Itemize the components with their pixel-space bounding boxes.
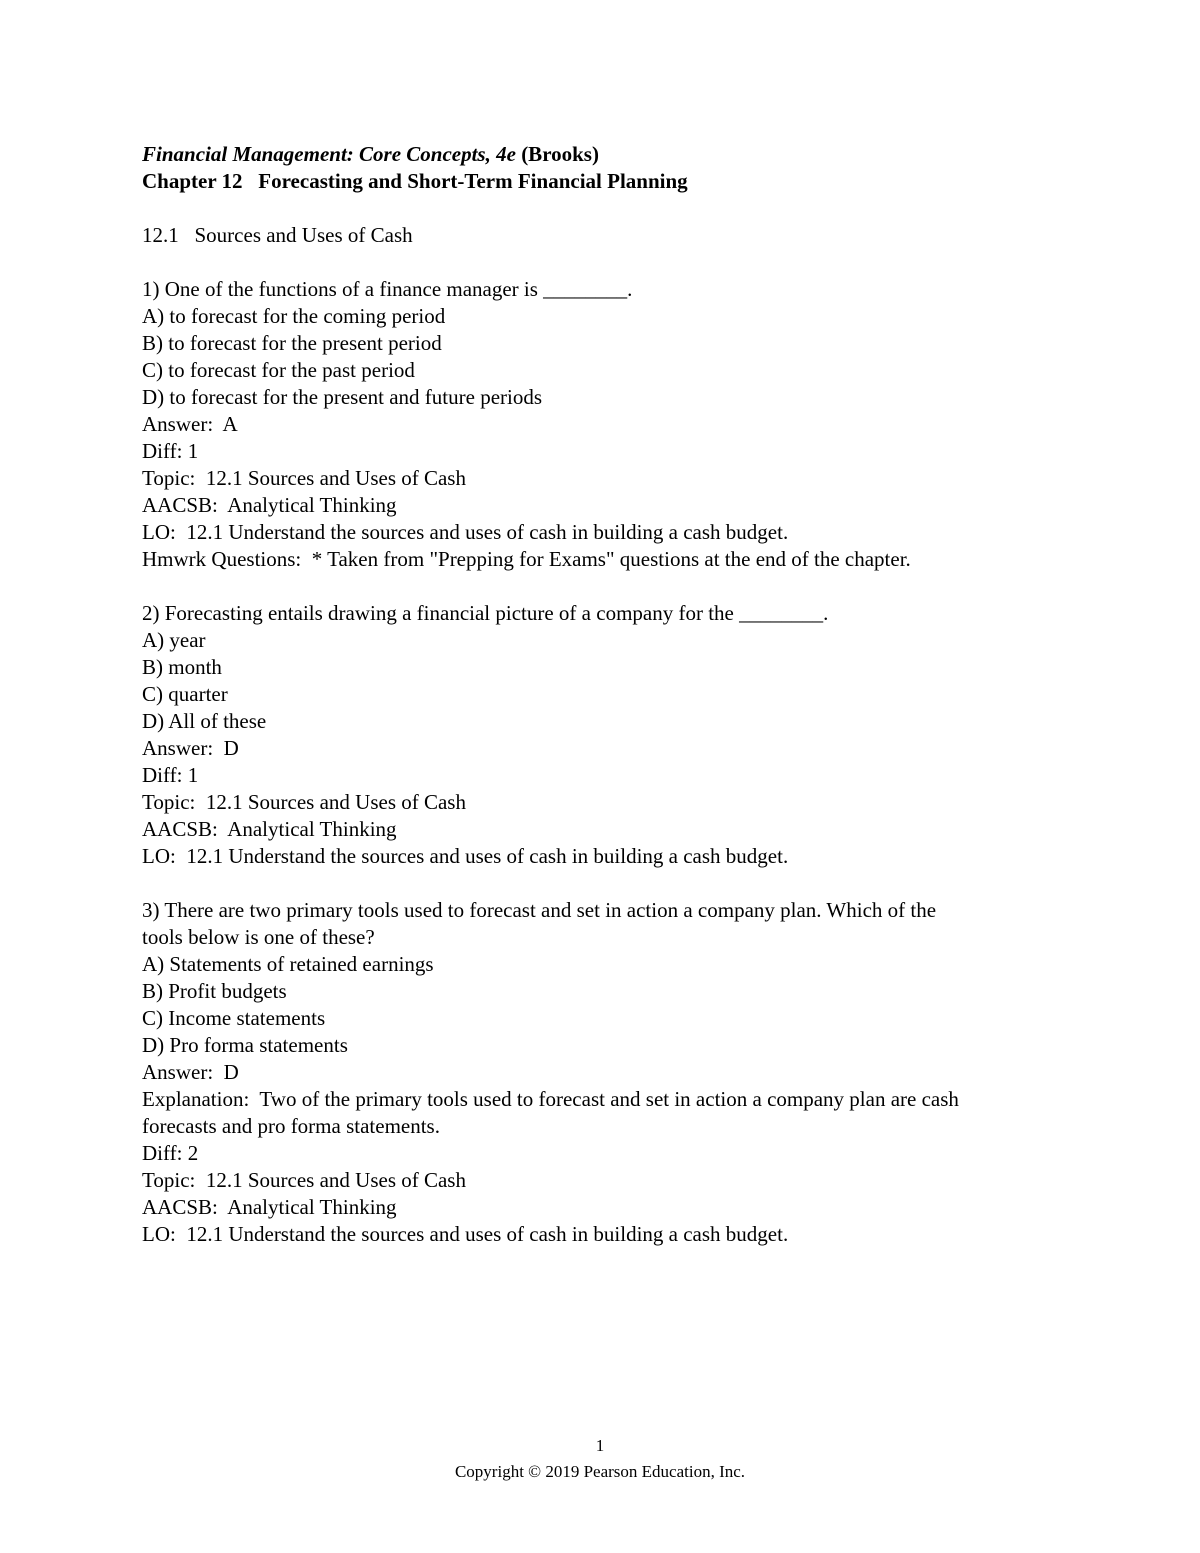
section-heading: 12.1 Sources and Uses of Cash <box>142 223 413 247</box>
topic: Topic: 12.1 Sources and Uses of Cash <box>142 790 466 814</box>
aacsb: AACSB: Analytical Thinking <box>142 493 397 517</box>
learning-objective: LO: 12.1 Understand the sources and uses of cash in building a cash budget. <box>142 844 789 868</box>
question-line: 3) There are two primary tools used to forecast and set in action a company plan. Which of the <box>142 898 937 922</box>
answer-option: A) Statements of retained earnings <box>142 952 434 976</box>
answer-key: Answer: D <box>142 736 239 760</box>
book-title: Financial Management: Core Concepts, 4e <box>142 142 516 166</box>
answer-key: Answer: D <box>142 1060 239 1084</box>
spacer <box>142 573 1072 600</box>
answer-option: C) to forecast for the past period <box>142 358 415 382</box>
answer-option: B) Profit budgets <box>142 979 287 1003</box>
answer-option: D) Pro forma statements <box>142 1033 348 1057</box>
question-2 <box>142 600 1072 870</box>
answer-option: A) year <box>142 628 206 652</box>
spacer <box>142 249 1072 276</box>
question-line: 2) Forecasting entails drawing a financial picture of a company for the ________. <box>142 601 829 625</box>
spacer <box>142 870 1072 897</box>
topic: Topic: 12.1 Sources and Uses of Cash <box>142 1168 466 1192</box>
question-1 <box>142 276 1072 573</box>
page-number: 1 <box>595 1436 605 1455</box>
explanation: Explanation: Two of the primary tools used to forecast and set in action a company plan are cash <box>142 1087 959 1111</box>
learning-objective: LO: 12.1 Understand the sources and uses of cash in building a cash budget. <box>142 520 789 544</box>
book-author: (Brooks) <box>515 142 599 166</box>
answer-option: D) to forecast for the present and future periods <box>142 385 543 409</box>
answer-option: B) month <box>142 655 222 679</box>
difficulty: Diff: 1 <box>142 439 199 463</box>
difficulty: Diff: 2 <box>142 1141 199 1165</box>
answer-option: C) quarter <box>142 682 228 706</box>
homework-note: Hmwrk Questions: * Taken from "Prepping for Exams" questions at the end of the chapter. <box>142 547 911 571</box>
question-line: tools below is one of these? <box>142 925 375 949</box>
answer-option: C) Income statements <box>142 1006 326 1030</box>
answer-option: A) to forecast for the coming period <box>142 304 446 328</box>
explanation: forecasts and pro forma statements. <box>142 1114 440 1138</box>
question-line: 1) One of the functions of a finance manager is ________. <box>142 277 633 301</box>
topic: Topic: 12.1 Sources and Uses of Cash <box>142 466 466 490</box>
aacsb: AACSB: Analytical Thinking <box>142 817 397 841</box>
spacer <box>142 195 1072 222</box>
aacsb: AACSB: Analytical Thinking <box>142 1195 397 1219</box>
difficulty: Diff: 1 <box>142 763 199 787</box>
chapter-title: Chapter 12 Forecasting and Short-Term Financial Planning <box>142 169 688 193</box>
copyright-notice: Copyright © 2019 Pearson Education, Inc. <box>454 1462 746 1481</box>
answer-option: B) to forecast for the present period <box>142 331 442 355</box>
question-3 <box>142 897 1072 1248</box>
learning-objective: LO: 12.1 Understand the sources and uses of cash in building a cash budget. <box>142 1222 789 1246</box>
answer-option: D) All of these <box>142 709 267 733</box>
book-title-line <box>142 141 1072 168</box>
answer-key: Answer: A <box>142 412 238 436</box>
document-body <box>142 141 1072 1248</box>
